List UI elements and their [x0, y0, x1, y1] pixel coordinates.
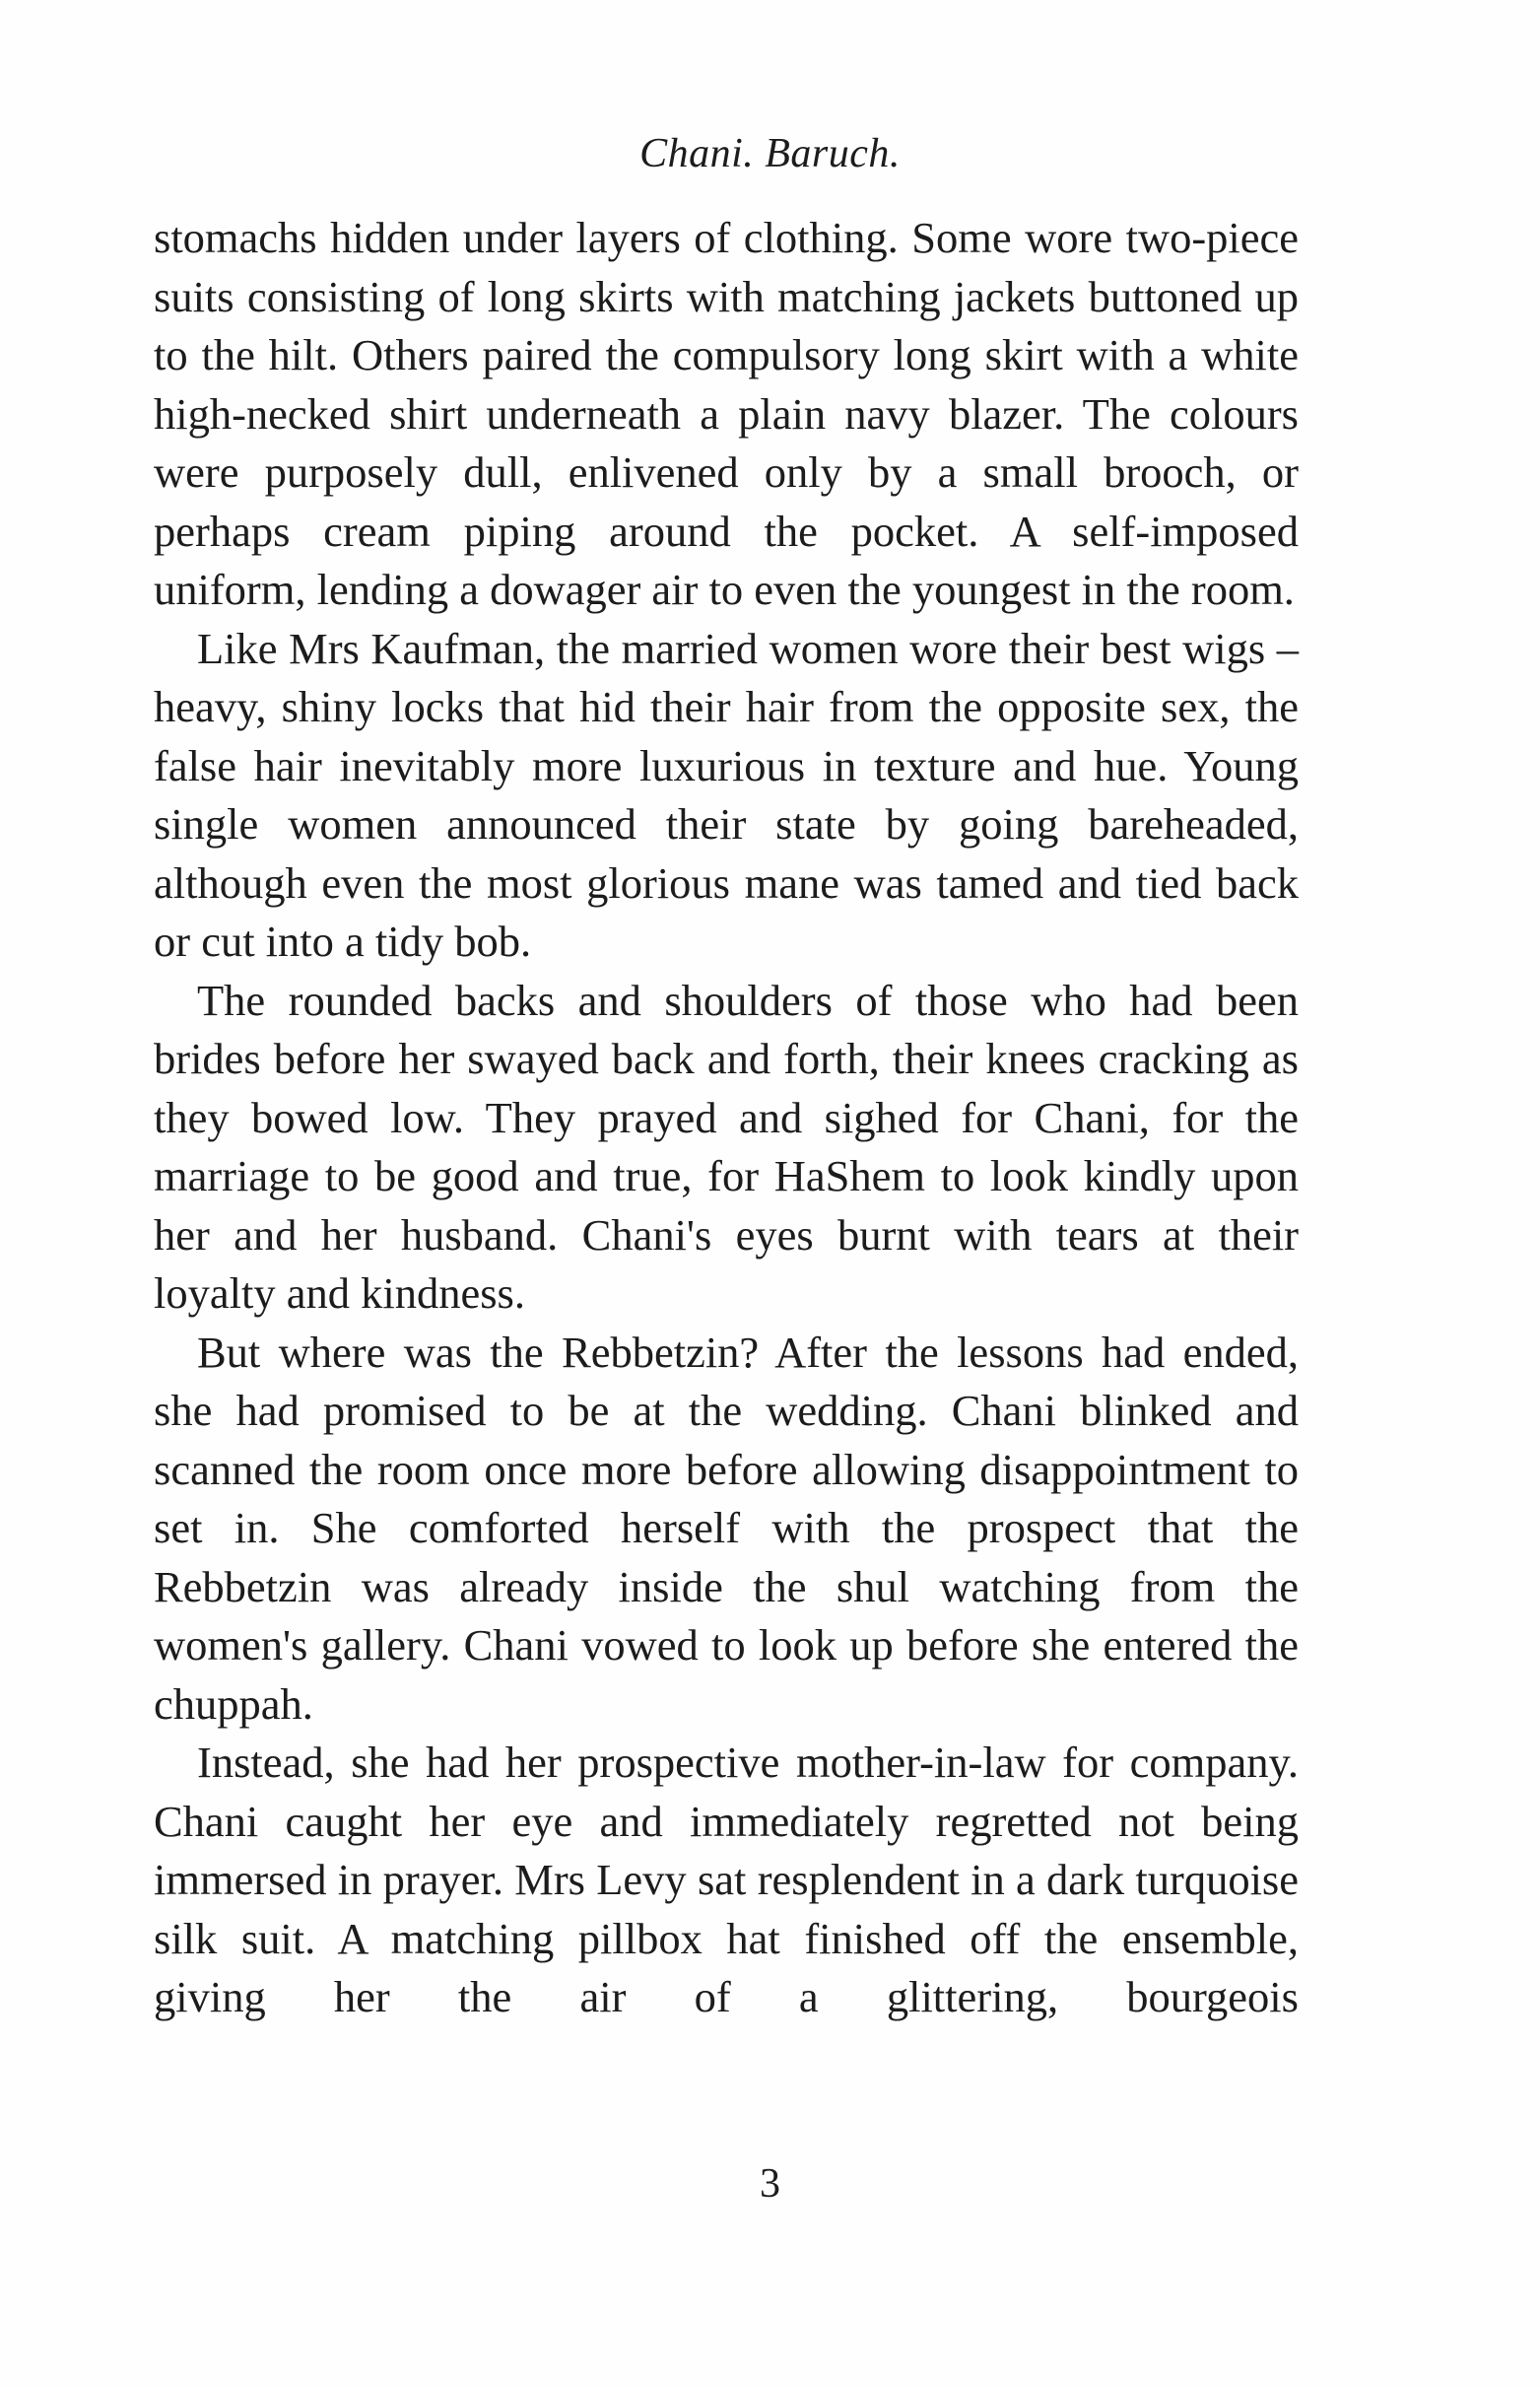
paragraph: stomachs hidden under layers of clothing. Some wore two-piece suits consisting of long skirts with matching jackets buttoned up to the hilt. Others paired the compulsory long skirt with a white high-necked shirt underneath a plain navy blazer. The colours were purposely dull, enlivened only by a small brooch, or perhaps cream piping around the pocket. A self-imposed uniform, lending a dowager air to even the youngest in the room.: [154, 213, 1299, 614]
paragraph: Like Mrs Kaufman, the married women wore their best wigs – heavy, shiny locks that hid their hair from the opposite sex, the false hair inevitably more luxurious in texture and hue. Young single women announced their state by going bareheaded, although even the most glorious mane was tamed and tied back or cut into a tidy bob.: [154, 623, 1299, 966]
paragraph: The rounded backs and shoulders of those who had been brides before her swayed back and forth, their knees cracking as they bowed low. They prayed and sighed for Chani, for the marriage to be good and true, for HaShem to look kindly upon her and her husband. Chani's eyes burnt with tears at their loyalty and kindness.: [154, 975, 1299, 1318]
paragraph: But where was the Rebbetzin? After the lessons had ended, she had promised to be at the wedding. Chani blinked and scanned the room once more before allowing disappointment to set in. She comforted herself with the prospect that the Rebbetzin was already inside the shul watching from the women's gallery. Chani vowed to look up before she entered the chuppah.: [154, 1327, 1299, 1729]
paragraph: Instead, she had her prospective mother-in-law for company. Chani caught her eye and immediately regretted not being immersed in prayer. Mrs Levy sat resplendent in a dark turquoise silk suit. A matching pillbox hat finished off the ensemble, giving her the air of a glittering, bourgeois: [154, 1738, 1299, 2021]
page-number: 3: [760, 2161, 780, 2207]
body-text: [154, 209, 1299, 2027]
running-title: Chani. Baruch.: [639, 131, 901, 176]
